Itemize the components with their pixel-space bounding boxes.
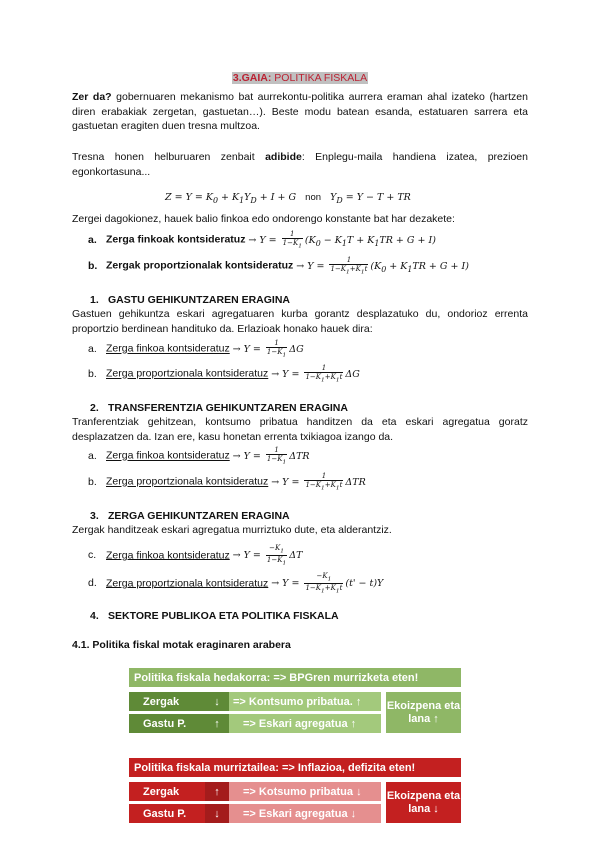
case-b: b. Zergak proportzionalak kontsideratuz → Y = $\frac{1}{1-K_1+K_1t}$ $(K_0 + K_1TR + G + I)$ <box>88 256 469 276</box>
expansive-taxes-arrow: ↓ <box>205 692 229 711</box>
contractive-spending-arrow: ↓ <box>205 804 229 823</box>
tresna-paragraph: Tresna honen helburuaren zenbait adibide: Enplegu-maila handiena izatea, prezioen egonkortasuna... <box>72 151 528 178</box>
expansive-header: Politika fiskala hedakorra: => BPGren murrizketa eten! <box>129 668 461 687</box>
section2-item-b: b. Zerga proportzionala kontsideratuz → Y = $\frac{1}{1-K_1+K_1t}$ ΔTR <box>88 472 366 492</box>
expansive-spending-label: Gastu P. <box>129 714 205 733</box>
contractive-taxes-label: Zergak <box>129 782 205 801</box>
case-a: a. Zerga finkoak kontsideratuz → Y = $\frac{1}{1-K_1}$ $(K_0 - K_1T + K_1TR + G + I)$ <box>88 230 436 250</box>
page-title: 3.GAIA: POLITIKA FISKALA <box>232 72 368 84</box>
zergei-text: Zergei dagokionez, hauek balio finkoa edo ondorengo konstante bat har dezakete: <box>72 213 455 225</box>
subsection-4-1: 4.1. Politika fiskal motak eraginaren arabera <box>72 639 291 651</box>
expansive-result: Ekoizpena eta lana ↑ <box>386 692 461 733</box>
contractive-taxes-arrow: ↑ <box>205 782 229 801</box>
section3-item-d: d. Zerga proportzionala kontsideratuz → Y = $\frac{-K_1}{1-K_1+K_1t}$ (t' − t)Y <box>88 572 384 595</box>
contractive-taxes-effect: => Kotsumo pribatua ↓ <box>229 782 381 801</box>
main-equation: $Z = Y = K_0 + K_1Y_D + I + G$ non $Y_D = Y - T$ + TR <box>165 192 411 205</box>
section2-item-a: a. Zerga finkoa kontsideratuz → Y = $\frac{1}{1-K_1}$ ΔTR <box>88 446 310 466</box>
contractive-result: Ekoizpena eta lana ↓ <box>386 782 461 823</box>
section1-heading: 1. GASTU GEHIKUNTZAREN ERAGINA <box>90 294 291 306</box>
expansive-spending-effect: => Eskari agregatua ↑ <box>229 714 381 733</box>
expansive-spending-arrow: ↑ <box>205 714 229 733</box>
section1-item-a: a. Zerga finkoa kontsideratuz → Y = $\frac{1}{1-K_1}$ ΔG <box>88 339 304 359</box>
section4-heading: 4. SEKTORE PUBLIKOA ETA POLITIKA FISKALA <box>90 610 339 622</box>
contractive-spending-effect: => Eskari agregatua ↓ <box>229 804 381 823</box>
intro-paragraph: Zer da? gobernuaren mekanismo bat aurrekontu-politika aurrera eraman ahal izateko (hartzen diren erabakiak zergetan, gastuetan…). Beste modu batean esanda, estatuaren sarrera eta gastuetan eragiten duen tresna multzoa. <box>72 91 528 132</box>
contractive-spending-label: Gastu P. <box>129 804 205 823</box>
section3-text: Zergak handitzeak eskari agregatua murriztuko dute, eta alderantziz. <box>72 524 392 536</box>
section1-item-b: b. Zerga proportzionala kontsideratuz → Y = $\frac{1}{1-K_1+K_1t}$ ΔG <box>88 364 360 384</box>
expansive-taxes-effect: => Kontsumo pribatua. ↑ <box>229 692 381 711</box>
contractive-header: Politika fiskala murriztailea: => Inflazioa, defizita eten! <box>129 758 461 777</box>
section3-heading: 3. ZERGA GEHIKUNTZAREN ERAGINA <box>90 510 290 522</box>
section1-text: Gastuen gehikuntza eskari agregatuaren kurba gorantz desplazatuko du, ondorioz errenta proportzio berdinean handituko da. Erlazioak honako hauek dira: <box>72 308 528 335</box>
section3-item-c: c. Zerga finkoa kontsideratuz → Y = $\frac{-K_1}{1-K_1}$ ΔT <box>88 544 303 567</box>
expansive-taxes-label: Zergak <box>129 692 205 711</box>
section2-heading: 2. TRANSFERENTZIA GEHIKUNTZAREN ERAGINA <box>90 402 348 414</box>
section2-text: Tranferentziak gehitzean, kontsumo pribatua handitzen da eta eskari agregatua goratz desplazatzen da. Izan ere, kasu honetan errenta txikiagoa izango da. <box>72 416 528 443</box>
